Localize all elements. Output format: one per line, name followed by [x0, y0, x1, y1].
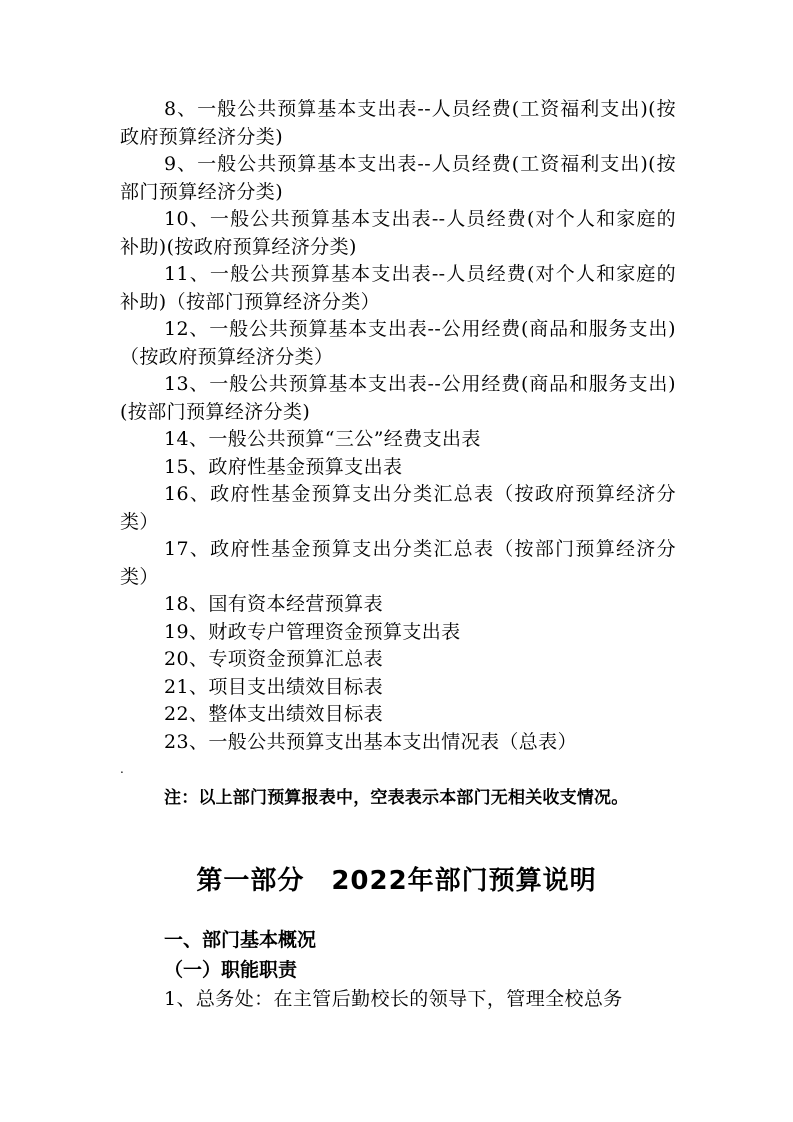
list-item: 13、一般公共预算基本支出表--公用经费(商品和服务支出)(按部门预算经济分类)	[120, 373, 676, 423]
body-paragraph: 1、总务处：在主管后勤校长的领导下，管理全校总务	[164, 988, 623, 1010]
list-item: 22、整体支出绩效目标表	[164, 703, 383, 725]
list-item: 20、专项资金预算汇总表	[164, 648, 383, 670]
list-item: 12、一般公共预算基本支出表--公用经费(商品和服务支出)（按政府预算经济分类）	[120, 318, 676, 368]
section-heading: 一、部门基本概况	[164, 929, 317, 951]
list-item: 9、一般公共预算基本支出表--人员经费(工资福利支出)(按部门预算经济分类)	[120, 153, 676, 203]
list-item: 10、一般公共预算基本支出表--人员经费(对个人和家庭的补助)(按政府预算经济分类)	[120, 208, 676, 258]
list-item: 15、政府性基金预算支出表	[164, 455, 403, 478]
list-item: 23、一般公共预算支出基本支出情况表（总表）	[164, 730, 577, 753]
list-item: 21、项目支出绩效目标表	[164, 675, 383, 698]
stray-dot: .	[120, 762, 124, 776]
table-list	[120, 96, 676, 756]
list-item: 11、一般公共预算基本支出表--人员经费(对个人和家庭的补助)（按部门预算经济分类）	[120, 263, 676, 313]
list-item: 16、政府性基金预算支出分类汇总表（按政府预算经济分类）	[120, 483, 676, 533]
list-item: 18、国有资本经营预算表	[164, 593, 383, 615]
note-text: 注：以上部门预算报表中，空表表示本部门无相关收支情况。	[164, 788, 629, 808]
list-item: 8、一般公共预算基本支出表--人员经费(工资福利支出)(按政府预算经济分类)	[120, 98, 676, 148]
list-item: 17、政府性基金预算支出分类汇总表（按部门预算经济分类）	[120, 538, 676, 588]
list-item: 19、财政专户管理资金预算支出表	[164, 620, 461, 643]
list-item: 14、一般公共预算“三公”经费支出表	[164, 428, 481, 450]
sub-heading: （一）职能职责	[164, 959, 298, 981]
page-title: 第一部分 2022年部门预算说明	[196, 866, 597, 896]
